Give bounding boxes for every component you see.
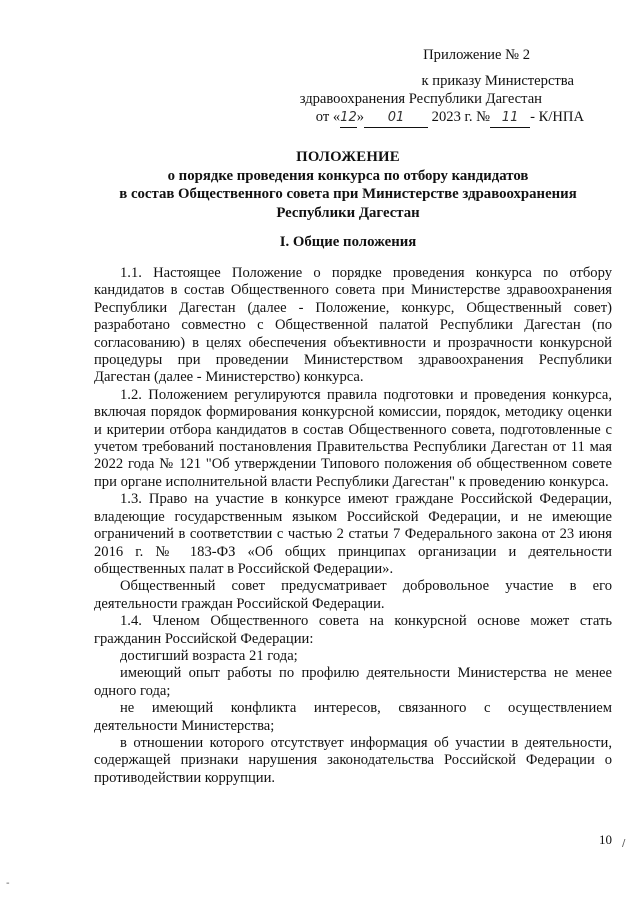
date-mid: » bbox=[356, 109, 365, 125]
section-title: I. Общие положения bbox=[279, 234, 417, 250]
paragraph: имеющий опыт работы по профилю деятельности Министерства не менее одного года; bbox=[94, 665, 612, 699]
subtitle-line: в состав Общественного совета при Министерстве здравоохранения bbox=[119, 186, 577, 202]
document-heading bbox=[108, 148, 588, 222]
paragraph: достигший возраста 21 года; bbox=[120, 647, 298, 664]
date-prefix: от « bbox=[315, 109, 341, 125]
date-month: 01 bbox=[364, 109, 428, 128]
appendix-order-line: к приказу Министерства bbox=[421, 73, 574, 89]
paragraph: 1.1. Настоящее Положение о порядке проведения конкурса по отбору кандидатов в состав Общественного совета при Министерстве здравоохранения Республики Дагестан (далее - Положение, конкурс, Общественный совет) разработано совместно с Общественной палатой Республики Дагестан (по согласованию) в целях обеспечения объективности и прозрачности конкурсной процедуры при проведении Министерством здравоохранения Республики Дагестан (далее - Министерство) конкурса. bbox=[94, 265, 612, 386]
appendix-block bbox=[284, 46, 584, 128]
subtitle-line: Республики Дагестан bbox=[276, 204, 420, 221]
paragraph: 1.3. Право на участие в конкурсе имеют граждане Российской Федерации, владеющие государственным языком Российской Федерации, и не имеющие ограничений в соответствии с частью 2 статьи 7 Федерального закона от 23 июня 2016 г. № 183-ФЗ «Об общих принципах организации и деятельности общественных палат в Российской Федерации». bbox=[94, 491, 612, 577]
body-text bbox=[94, 265, 612, 787]
document-title: ПОЛОЖЕНИЕ bbox=[296, 149, 400, 165]
scan-mark: ‐ bbox=[6, 878, 10, 889]
order-suffix: - К/НПА bbox=[530, 109, 584, 125]
scan-mark: / bbox=[622, 838, 626, 849]
page-number: 10 bbox=[599, 832, 612, 847]
subtitle-line: о порядке проведения конкурса по отбору кандидатов bbox=[167, 167, 529, 184]
paragraph: Общественный совет предусматривает добровольное участие в его деятельности граждан Российской Федерации. bbox=[94, 578, 612, 612]
appendix-date-line bbox=[284, 108, 584, 128]
date-year: 2023 г. № bbox=[431, 109, 491, 125]
paragraph: не имеющий конфликта интересов, связанного с осуществлением деятельности Министерства; bbox=[94, 700, 612, 734]
paragraph: в отношении которого отсутствует информация об участии в деятельности, содержащей признаки нарушения законодательства Российской Федерации о противодействии коррупции. bbox=[94, 734, 612, 786]
paragraph: 1.2. Положением регулируются правила подготовки и проведения конкурса, включая порядок формирования конкурсной комиссии, порядок, методику оценки и критерии отбора кандидатов в состав Общественного совета, подготовленные с учетом требований постановления Правительства Республики Дагестан от 11 мая 2022 года № 121 "Об утверждении Типового положения об общественном совете при органе исполнительной власти Республики Дагестан" к проведению конкурса. bbox=[94, 386, 612, 490]
appendix-title: Приложение № 2 bbox=[423, 47, 530, 63]
appendix-ministry-line: здравоохранения Республики Дагестан bbox=[299, 91, 542, 107]
order-number: 11 bbox=[490, 109, 530, 128]
paragraph: 1.4. Членом Общественного совета на конкурсной основе может стать гражданин Российской Федерации: bbox=[94, 613, 612, 647]
date-day: 12 bbox=[340, 109, 357, 128]
